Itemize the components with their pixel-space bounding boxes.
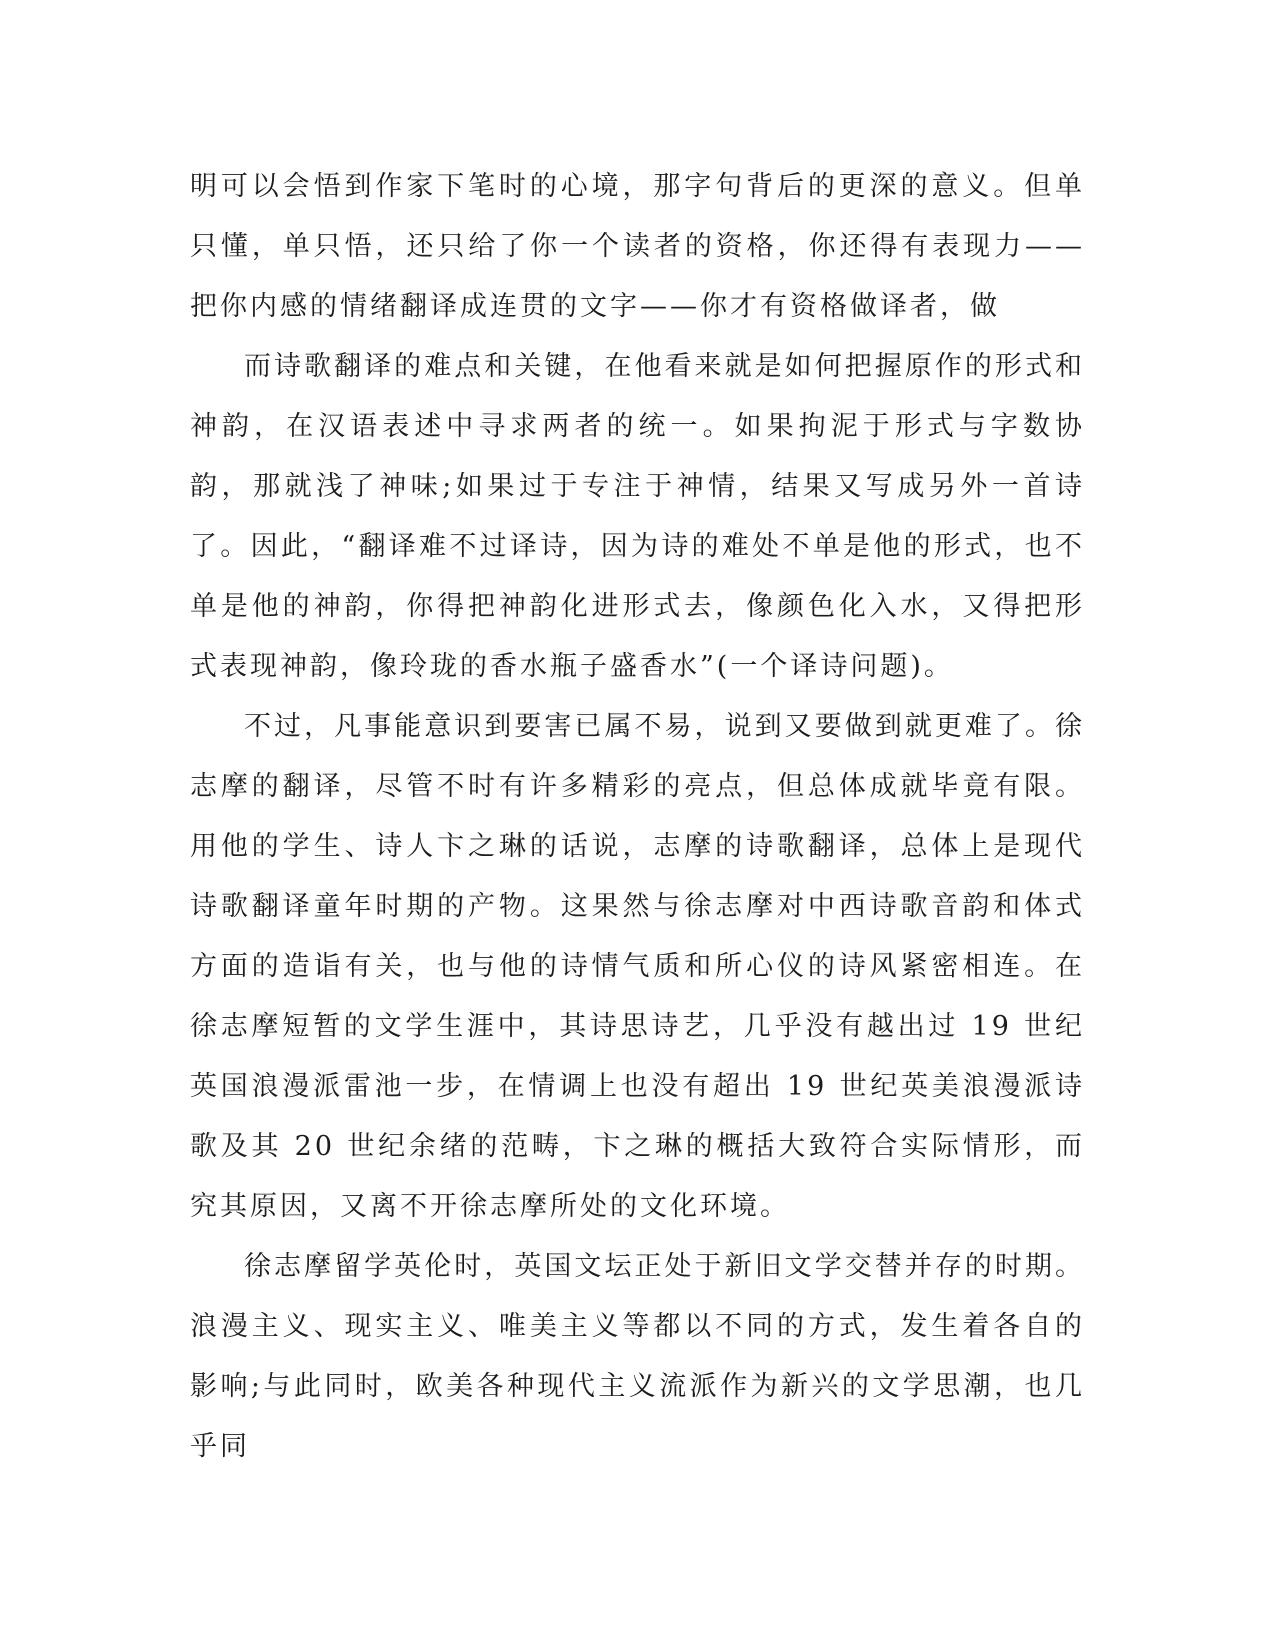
paragraph-4: 徐志摩留学英伦时，英国文坛正处于新旧文学交替并存的时期。浪漫主义、现实主义、唯美主义等都以不同的方式，发生着各自的影响;与此同时，欧美各种现代主义流派作为新兴的文学思潮，也几乎同 [190,1251,1085,1462]
body-text [190,157,1085,1477]
paragraph-2: 而诗歌翻译的难点和关键，在他看来就是如何把握原作的形式和神韵，在汉语表述中寻求两者的统一。如果拘泥于形式与字数协韵，那就浅了神味;如果过于专注于神情，结果又写成另外一首诗了。因此，“翻译难不过译诗，因为诗的难处不单是他的形式，也不单是他的神韵，你得把神韵化进形式去，像颜色化入水，又得把形式表现神韵，像玲珑的香水瓶子盛香水”(一个译诗问题)。 [190,351,1085,682]
paragraph-1: 明可以会悟到作家下笔时的心境，那字句背后的更深的意义。但单只懂，单只悟，还只给了你一个读者的资格，你还得有表现力——把你内感的情绪翻译成连贯的文字——你才有资格做译者，做 [190,171,1085,322]
paragraph-3: 不过，凡事能意识到要害已属不易，说到又要做到就更难了。徐志摩的翻译，尽管不时有许多精彩的亮点，但总体成就毕竟有限。用他的学生、诗人卞之琳的话说，志摩的诗歌翻译，总体上是现代诗歌翻译童年时期的产物。这果然与徐志摩对中西诗歌音韵和体式方面的造诣有关，也与他的诗情气质和所心仪的诗风紧密相连。在徐志摩短暂的文学生涯中，其诗思诗艺，几乎没有越出过 19 世纪英国浪漫派雷池一步，在情调上也没有超出 19 世纪英美浪漫派诗歌及其 20 世纪余绪的范畴，卞之琳的概括大致符合实际情形，而究其原因，又离不开徐志摩所处的文化环境。 [190,711,1085,1222]
